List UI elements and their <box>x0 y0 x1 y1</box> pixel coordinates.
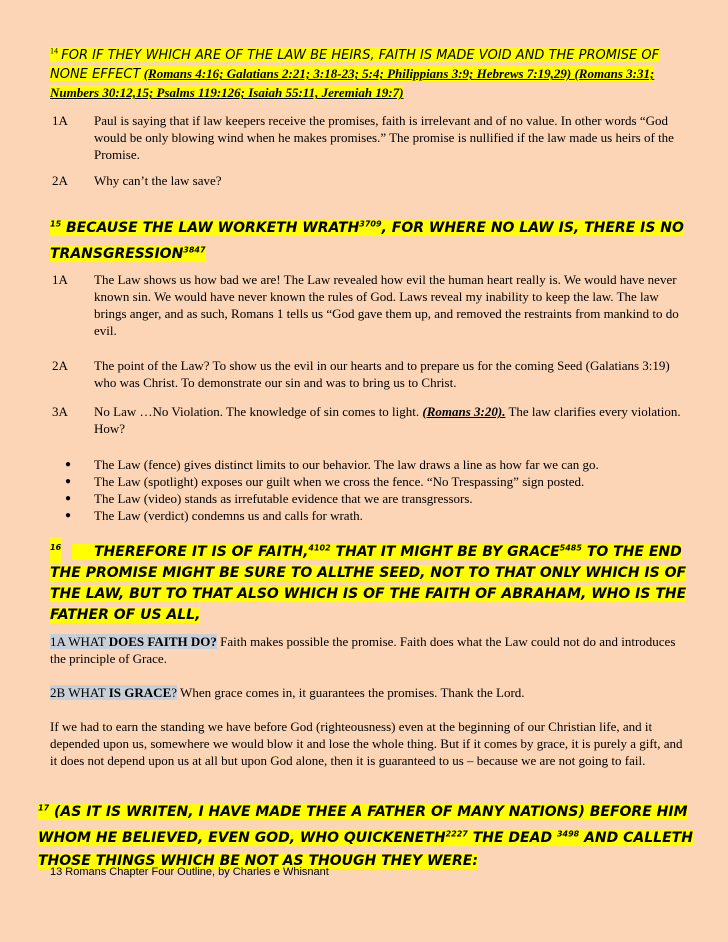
note-1a: 1A The Law shows us how bad we are! The Law revealed how evil the human heart really is. We would have never known sin. We would have never known the rules of God. Laws reveal my inability to keep the law. The law brings anger, and as such, Romans 1 tells us “God gave them up, and removed the restraints from mankind to do evil. <box>52 272 679 338</box>
note-2a: 2A Why can’t the law save? <box>52 173 222 188</box>
note-2b: 2B WHAT IS GRACE? When grace comes in, it guarantees the promises. Thank the Lord. <box>50 685 525 700</box>
verse-17: $^{17}$ (AS IT IS WRITEN, I HAVE MADE THEE A FATHER OF MANY NATIONS) BEFORE HIM WHOM HE BELIEVED, EVEN GOD, WHO $QUICKENETH^{2227}$ THE DEAD $^{3498}$ AND CALLETH THOSE THINGS WHICH BE NOT AS THOUGH THEY WERE: <box>38 803 693 870</box>
page-footer: 13 Romans Chapter Four Outline, by Charles e Whisnant <box>50 866 329 878</box>
verse-15: $^{15}$ BECAUSE THE LAW WORKETH $WRATH^{3709}$, FOR WHERE NO LAW IS, THERE IS NO $TRANSGRESSION^{3847}$ <box>50 219 684 263</box>
verse-number: 14 <box>50 47 58 56</box>
bullet-icon: ● <box>65 510 72 521</box>
note-1a: 1A Paul is saying that if law keepers receive the promises, faith is irrelevant and of no value. In other words “God would be only blowing wind when he makes promises.” The promise is nullified if the law made us heirs of the Promise. <box>52 113 674 162</box>
verse-number: 16 <box>50 543 62 552</box>
bullet-item: ● The Law (spotlight) exposes our guilt when we cross the fence. “No Trespassing” sign posted. <box>65 474 585 489</box>
note-3a: 3A No Law …No Violation. The knowledge of sin comes to light. (Romans 3:20). The law clarifies every violation. How? <box>52 404 681 436</box>
verse-references: (Romans 4:16; Galatians 2:21; 3:18-23; 5:4; Philippians 3:9; Hebrews 7:19,29) (Romans 3:31; Numbers 30:12,15; Psalms 119:126; Isaiah 55:11, Jeremiah 19:7) <box>50 66 655 101</box>
bullet-item: ● The Law (fence) gives distinct limits to our behavior. The law draws a line as how far we can go. <box>65 457 599 472</box>
verse-text: FOR IF THEY WHICH ARE OF THE LAW BE HEIRS, FAITH IS MADE VOID AND THE PROMISE OF NONE EFFECT <box>50 48 660 83</box>
verse-16: $^{16}$ THEREFORE IT IS OF FAITH,$^{4102}$ THAT IT MIGHT BE BY $GRACE^{5485}$ TO THE END THE PROMISE MIGHT BE SURE TO ALLTHE SEED, NOT TO THAT ONLY WHICH IS OF THE LAW, BUT TO THAT ALSO WHICH IS OF THE FAITH OF ABRAHAM, WHO IS THE FATHER OF US ALL, <box>50 537 690 626</box>
note-2a: 2A The point of the Law? To show us the evil in our hearts and to prepare us for the coming Seed (Galatians 3:19) who was Christ. To demonstrate our sin and was to bring us to Christ. <box>52 358 670 390</box>
bullet-icon: ● <box>65 493 72 504</box>
scripture-reference: (Romans 3:20). <box>422 404 506 419</box>
verse-number: 17 <box>38 803 50 812</box>
note-1a: 1A WHAT DOES FAITH DO? Faith makes possible the promise. Faith does what the Law could not do and introduces the principle of Grace. <box>50 634 676 666</box>
bullet-icon: ● <box>65 459 72 470</box>
bullet-item: ● The Law (verdict) condemns us and calls for wrath. <box>65 508 363 523</box>
bullet-item: ● The Law (video) stands as irrefutable evidence that we are transgressors. <box>65 491 473 506</box>
commentary-paragraph: If we had to earn the standing we have before God (righteousness) even at the beginning of our Christian life, and it depended upon us, somewhere we would blow it and lose the whole thing. But if it comes by grace, it is purely a gift, and it does not depend upon us at all but upon God alone, then it is guaranteed to us – because we are not going to fail. <box>50 719 683 768</box>
verse-14 <box>50 43 690 102</box>
bullet-icon: ● <box>65 476 72 487</box>
verse-number: 15 <box>50 219 62 228</box>
